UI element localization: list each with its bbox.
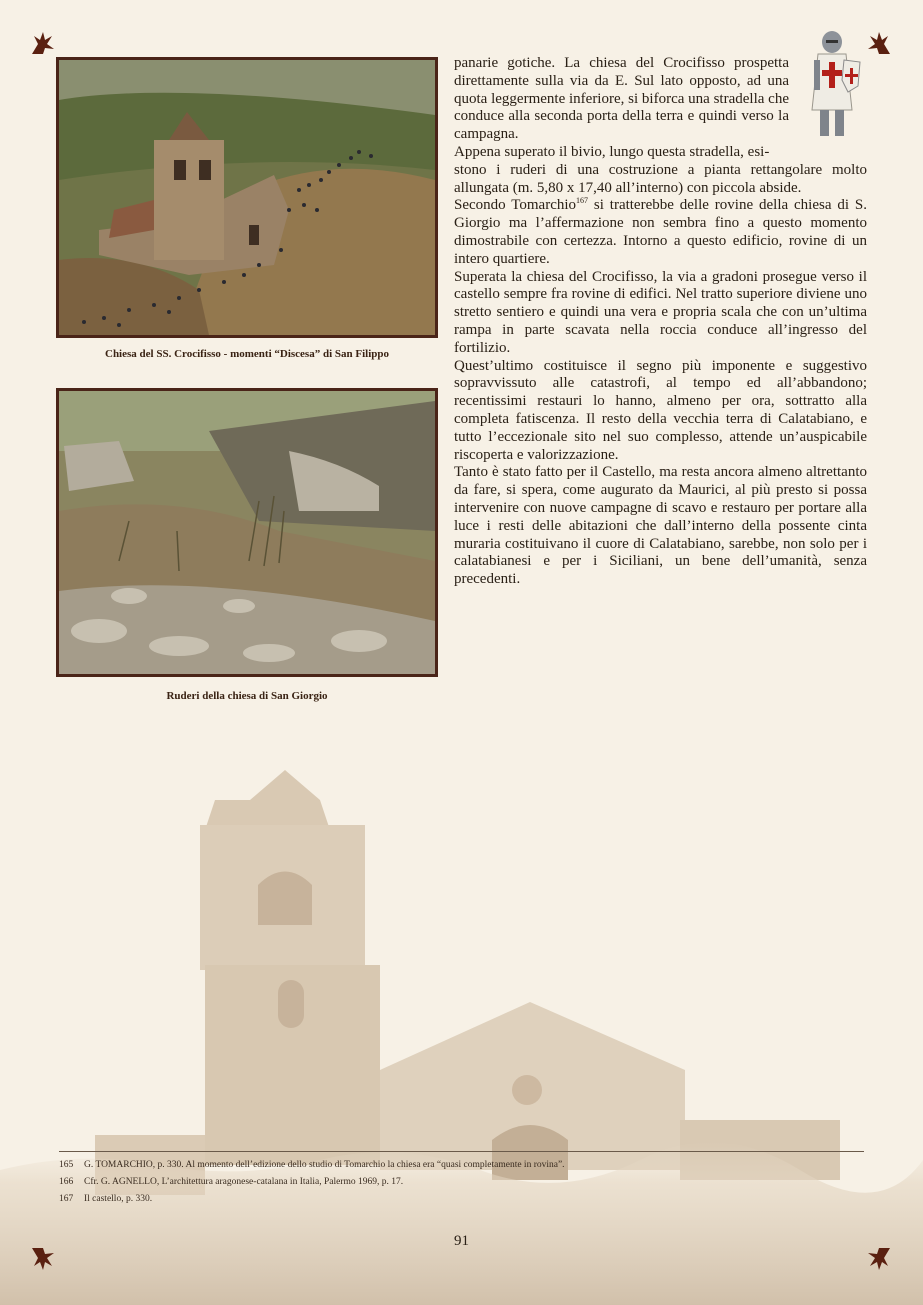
photo-ruins-san-giorgio xyxy=(56,388,438,677)
paragraph xyxy=(454,197,867,268)
photo-caption: Ruderi della chiesa di San Giorgio xyxy=(166,690,328,702)
paragraph: Tanto è stato fatto per il Castello, ma resta ancora almeno altrettanto da fare, si spera, come augurato da Maurici, al più presto si possa intervenire con nuove campagne di scavo e restauro per portare alla luce i resti delle abitazioni che dall’interno della possente cinta muraria costituivano il cuore di Calatabiano, sarebbe, non solo per i calatabianesi e per i Siciliani, un bene dell’umanità, senza precedenti. xyxy=(454,464,867,588)
footnote-text: Il castello, p. 330. xyxy=(84,1194,153,1204)
church-watermark-image xyxy=(0,740,923,1305)
paragraph: stono i ruderi di una costruzione a pianta rettangolare molto allungata (m. 5,80 x 17,40 all’interno) con piccola abside. xyxy=(454,161,867,196)
photo-church-crocifisso xyxy=(56,57,438,338)
footnote-reference: 167 xyxy=(576,196,589,206)
footnote xyxy=(59,1160,864,1170)
footnotes xyxy=(59,1160,864,1211)
paragraph: Superata la chiesa del Crocifisso, la via a gradoni prosegue verso il castello sempre fra rovine di edifici. Nel tratto superiore diviene uno stretto sentiero e quindi una vera e propria scala che con un’ultima rampa in parte scavata nella roccia conduce all’ingresso del fortilizio. xyxy=(454,268,867,356)
paragraph: Appena superato il bivio, lungo questa stradella, esi- xyxy=(454,143,770,160)
corner-ornament-icon xyxy=(866,30,892,56)
footnote-text: G. TOMARCHIO, p. 330. Al momento dell’edizione dello studio di Tomarchio la chiesa era “quasi completamente in rovina”. xyxy=(84,1160,565,1170)
page-number: 91 xyxy=(454,1233,469,1249)
footnote-number: 167 xyxy=(59,1194,74,1204)
footnote xyxy=(59,1194,864,1204)
footnote-text: Cfr. G. AGNELLO, L’architettura aragonese-catalana in Italia, Palermo 1969, p. 17. xyxy=(84,1177,404,1187)
paragraph-text: Secondo Tomarchio xyxy=(454,197,577,214)
footnote-number: 166 xyxy=(59,1177,74,1187)
footnote-divider xyxy=(59,1151,864,1152)
paragraph: panarie gotiche. La chiesa del Crocifisso prospetta direttamente sulla via da E. Sul lato opposto, ad una quota leggermente inferiore, si biforca una stradella che conduce alla seconda porta della terra e quindi verso la campagna. xyxy=(454,55,789,143)
body-text xyxy=(454,55,867,589)
footnote-number: 165 xyxy=(59,1160,74,1170)
footnote xyxy=(59,1177,864,1187)
paragraph: Quest’ultimo costituisce il segno più imponente e suggestivo sopravvissuto alle catastrofi, al tempo ed all’abbandono; recentissimi restauri lo hanno, almeno per ora, sottratto alla completa fatiscenza. Il resto della vecchia terra di Calatabiano, e tutto l’eccezionale sito nel suo complesso, attende un’auspicabile riscoperta e valorizzazione. xyxy=(454,357,867,463)
photo-caption: Chiesa del SS. Crocifisso - momenti “Discesa” di San Filippo xyxy=(105,348,389,360)
corner-ornament-icon xyxy=(30,30,56,56)
paragraph-text: si tratterebbe delle rovine della chiesa di S. Giorgio ma l’affermazione non sembra fino a questo momento dimostrabile con certezza. Intorno a questo edificio, rovine di un intero quartiere. xyxy=(454,197,867,267)
